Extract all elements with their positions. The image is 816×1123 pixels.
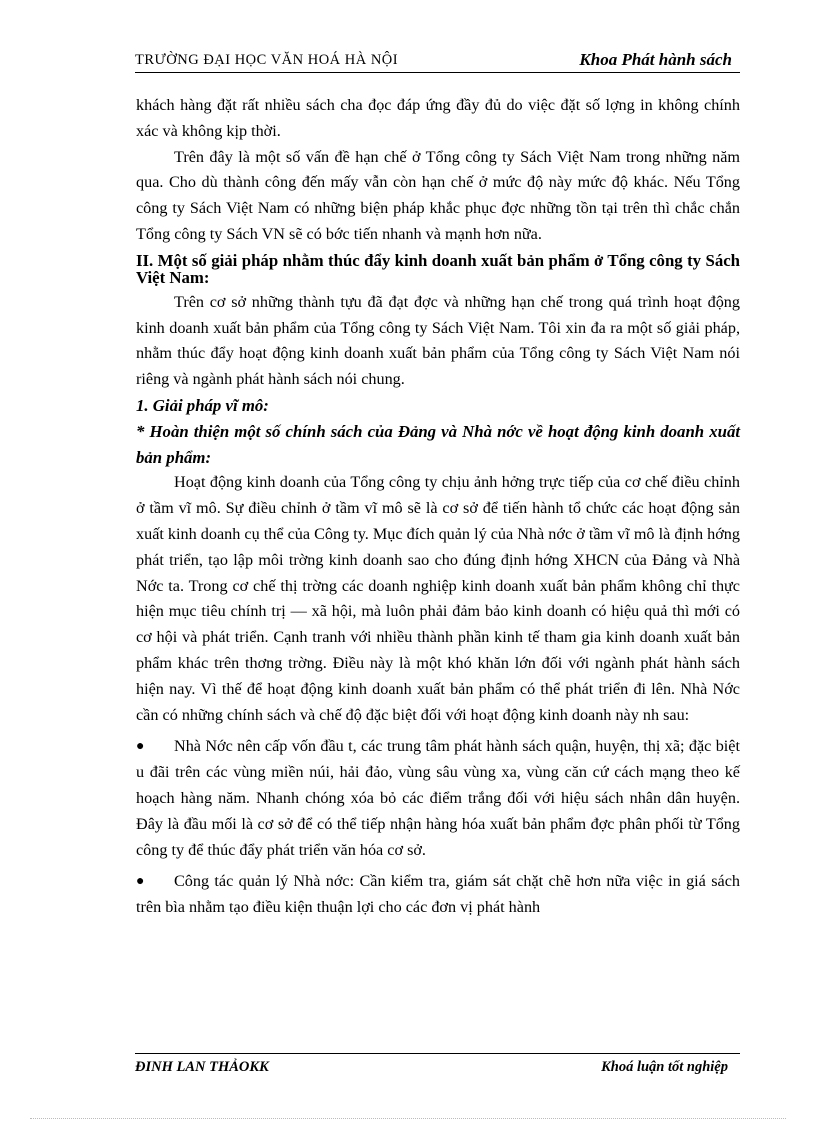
- paragraph-macro: Hoạt động kinh doanh của Tổng công ty chịu ảnh hởng trực tiếp của cơ chế điều chỉnh ở tầm vĩ mô. Sự điều chỉnh ở tầm vĩ mô sẽ là cơ sở để tiến hành tổ chức các hoạt động sản xuất kinh doanh cụ thể của Công ty. Mục đích quản lý của Nhà nớc ở tầm vĩ mô là định hớng phát triển, tạo lập môi trờng kinh doanh sao cho đúng định hớng XHCN của Đảng và Nhà Nớc ta. Trong cơ chế thị trờng các doanh nghiệp kinh doanh xuất bản phẩm không chỉ thực hiện mục tiêu chính trị — xã hội, mà luôn phải đảm bảo kinh doanh có hiệu quả thì mới có cơ hội và phát triển. Cạnh tranh với nhiều thành phần kinh tế tham gia kinh doanh xuất bản phẩm khác trên thơng trờng. Điều này là một khó khăn lớn đối với ngành phát hành sách hiện nay. Vì thế để hoạt động kinh doanh xuất bản phẩm có thể phát triển đi lên. Nhà Nớc cần có những chính sách và chế độ đặc biệt đối với hoạt động kinh doanh này nh sau:: [136, 473, 740, 724]
- page-bottom-divider: [30, 1118, 786, 1119]
- header-faculty: Khoa Phát hành sách: [579, 50, 732, 69]
- bullet-text: Công tác quản lý Nhà nớc: Cần kiểm tra, giám sát chặt chẽ hơn nữa việc in giá sách trên bìa nhằm tạo điều kiện thuận lợi cho các đơn vị phát hành: [136, 872, 740, 917]
- page-header: [135, 48, 740, 73]
- document-body: [136, 93, 740, 921]
- header-university: TRƯỜNG ĐẠI HỌC VĂN HOÁ HÀ NỘI: [135, 52, 399, 68]
- footer-author: ĐINH LAN THẢOKK: [135, 1059, 269, 1075]
- subsection-heading: 1. Giải pháp vĩ mô:: [136, 395, 269, 415]
- bullet-item: [136, 734, 740, 863]
- paragraph-summary: Trên đây là một số vấn đề hạn chế ở Tổng công ty Sách Việt Nam trong những năm qua. Cho dù thành công đến mấy vẫn còn hạn chế ở mức độ này mức độ khác. Nếu Tổng công ty Sách Việt Nam có những biện pháp khắc phục đợc những tồn tại trên thì chắc chắn Tổng công ty Sách VN sẽ có bớc tiến nhanh và mạnh hơn nữa.: [136, 147, 740, 243]
- footer-thesis-label: Khoá luận tốt nghiệp: [601, 1059, 728, 1075]
- subsection-subheading: * Hoàn thiện một số chính sách của Đảng và Nhà nớc về hoạt động kinh doanh xuất bản phẩm:: [136, 421, 740, 467]
- bullet-text: Nhà Nớc nên cấp vốn đầu t, các trung tâm phát hành sách quận, huyện, thị xã; đặc biệt u đãi trên các vùng miền núi, hải đảo, vùng sâu vùng xa, vùng căn cứ cách mạng theo kế hoạch hàng năm. Nhanh chóng xóa bỏ các điểm trắng đối với hiệu sách nhân dân huyện. Đây là đầu mối là cơ sở để có thể tiếp nhận hàng hóa xuất bản phẩm đợc phân phối từ Tổng công ty để thúc đẩy phát triển văn hóa cơ sở.: [136, 737, 740, 859]
- page-footer: [135, 1053, 740, 1080]
- bullet-icon: ●: [136, 739, 145, 755]
- bullet-item: [136, 869, 740, 921]
- section-heading: II. Một số giải pháp nhằm thúc đẩy kinh doanh xuất bản phẩm ở Tổng công ty Sách Việt Nam:: [136, 250, 740, 287]
- bullet-icon: ●: [136, 874, 145, 890]
- paragraph-continuation: khách hàng đặt rất nhiều sách cha đọc đáp ứng đầy đủ do việc đặt số lợng in không chính xác và không kịp thời.: [136, 96, 740, 140]
- paragraph-intro: Trên cơ sở những thành tựu đã đạt đợc và những hạn chế trong quá trình hoạt động kinh doanh xuất bản phẩm của Tổng công ty Sách Việt Nam. Tôi xin đa ra một số giải pháp, nhằm thúc đẩy hoạt động kinh doanh xuất bản phẩm của Tổng công ty Sách Việt Nam nói riêng và ngành phát hành sách nói chung.: [136, 292, 740, 389]
